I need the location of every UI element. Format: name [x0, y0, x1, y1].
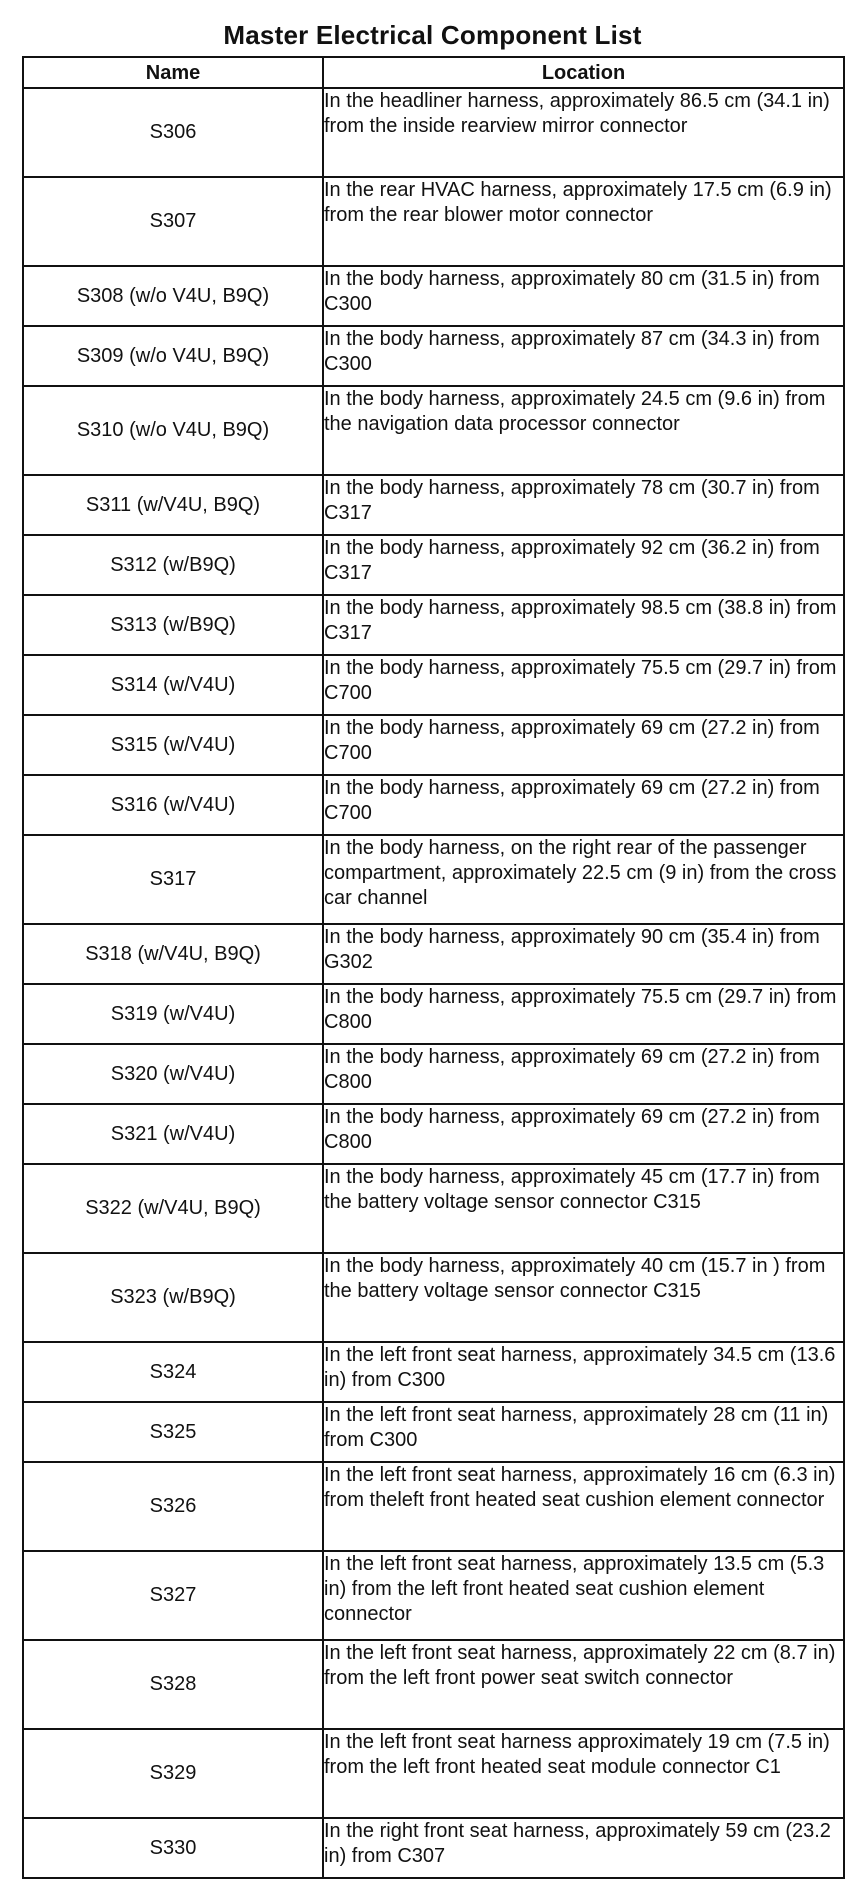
table-row — [23, 1640, 844, 1729]
table-row — [23, 835, 844, 924]
component-location: In the left front seat harness approximately 19 cm (7.5 in) from the left front heated seat module connector C1 — [323, 1729, 844, 1818]
component-name: S317 — [23, 835, 323, 924]
component-location: In the body harness, on the right rear of the passenger compartment, approximately 22.5 cm (9 in) from the cross car channel — [323, 835, 844, 924]
component-name: S328 — [23, 1640, 323, 1729]
component-name: S316 (w/V4U) — [23, 775, 323, 835]
component-name: S306 — [23, 88, 323, 177]
table-row — [23, 1104, 844, 1164]
component-location: In the body harness, approximately 69 cm (27.2 in) from C700 — [323, 715, 844, 775]
component-name: S322 (w/V4U, B9Q) — [23, 1164, 323, 1253]
table-row — [23, 266, 844, 326]
component-name: S325 — [23, 1402, 323, 1462]
component-name: S313 (w/B9Q) — [23, 595, 323, 655]
name-column-header: Name — [23, 57, 323, 88]
component-name: S308 (w/o V4U, B9Q) — [23, 266, 323, 326]
component-name: S319 (w/V4U) — [23, 984, 323, 1044]
component-location: In the body harness, approximately 78 cm (30.7 in) from C317 — [323, 475, 844, 535]
component-name: S324 — [23, 1342, 323, 1402]
table-row — [23, 1342, 844, 1402]
component-location: In the left front seat harness, approximately 13.5 cm (5.3 in) from the left front heated seat cushion element connector — [323, 1551, 844, 1640]
table-row — [23, 1164, 844, 1253]
table-row — [23, 655, 844, 715]
component-location: In the body harness, approximately 87 cm (34.3 in) from C300 — [323, 326, 844, 386]
component-name: S307 — [23, 177, 323, 266]
component-name: S320 (w/V4U) — [23, 1044, 323, 1104]
table-row — [23, 1818, 844, 1878]
component-name: S323 (w/B9Q) — [23, 1253, 323, 1342]
table-row — [23, 326, 844, 386]
table-row — [23, 924, 844, 984]
table-row — [23, 1462, 844, 1551]
component-name: S329 — [23, 1729, 323, 1818]
table-row — [23, 1402, 844, 1462]
component-location: In the body harness, approximately 69 cm (27.2 in) from C800 — [323, 1104, 844, 1164]
component-location: In the body harness, approximately 92 cm (36.2 in) from C317 — [323, 535, 844, 595]
table-row — [23, 177, 844, 266]
document-title: Master Electrical Component List — [223, 20, 642, 50]
table-row — [23, 475, 844, 535]
component-name: S326 — [23, 1462, 323, 1551]
component-name: S311 (w/V4U, B9Q) — [23, 475, 323, 535]
component-name: S310 (w/o V4U, B9Q) — [23, 386, 323, 475]
component-location: In the body harness, approximately 69 cm (27.2 in) from C700 — [323, 775, 844, 835]
component-name: S327 — [23, 1551, 323, 1640]
component-name: S314 (w/V4U) — [23, 655, 323, 715]
component-name: S315 (w/V4U) — [23, 715, 323, 775]
component-name: S321 (w/V4U) — [23, 1104, 323, 1164]
component-location: In the body harness, approximately 98.5 cm (38.8 in) from C317 — [323, 595, 844, 655]
table-row — [23, 386, 844, 475]
table-row — [23, 775, 844, 835]
component-location: In the headliner harness, approximately 86.5 cm (34.1 in) from the inside rearview mirror connector — [323, 88, 844, 177]
table-row — [23, 1253, 844, 1342]
component-location: In the rear HVAC harness, approximately 17.5 cm (6.9 in) from the rear blower motor connector — [323, 177, 844, 266]
table-row — [23, 1551, 844, 1640]
component-location: In the left front seat harness, approximately 16 cm (6.3 in) from theleft front heated seat cushion element connector — [323, 1462, 844, 1551]
component-location: In the left front seat harness, approximately 22 cm (8.7 in) from the left front power seat switch connector — [323, 1640, 844, 1729]
table-row — [23, 88, 844, 177]
table-header-row — [23, 57, 844, 88]
table-row — [23, 1044, 844, 1104]
component-location: In the body harness, approximately 90 cm (35.4 in) from G302 — [323, 924, 844, 984]
table-row — [23, 535, 844, 595]
component-location: In the body harness, approximately 24.5 cm (9.6 in) from the navigation data processor connector — [323, 386, 844, 475]
component-location: In the body harness, approximately 40 cm (15.7 in ) from the battery voltage sensor connector C315 — [323, 1253, 844, 1342]
component-location: In the body harness, approximately 80 cm (31.5 in) from C300 — [323, 266, 844, 326]
location-column-header: Location — [323, 57, 844, 88]
component-location: In the body harness, approximately 69 cm (27.2 in) from C800 — [323, 1044, 844, 1104]
component-name: S312 (w/B9Q) — [23, 535, 323, 595]
component-location: In the right front seat harness, approximately 59 cm (23.2 in) from C307 — [323, 1818, 844, 1878]
component-location: In the body harness, approximately 75.5 cm (29.7 in) from C700 — [323, 655, 844, 715]
component-location: In the left front seat harness, approximately 34.5 cm (13.6 in) from C300 — [323, 1342, 844, 1402]
component-table — [22, 56, 845, 1879]
component-name: S330 — [23, 1818, 323, 1878]
component-location: In the body harness, approximately 45 cm (17.7 in) from the battery voltage sensor connector C315 — [323, 1164, 844, 1253]
table-row — [23, 1729, 844, 1818]
table-row — [23, 984, 844, 1044]
component-name: S318 (w/V4U, B9Q) — [23, 924, 323, 984]
table-row — [23, 715, 844, 775]
component-location: In the left front seat harness, approximately 28 cm (11 in) from C300 — [323, 1402, 844, 1462]
component-name: S309 (w/o V4U, B9Q) — [23, 326, 323, 386]
component-location: In the body harness, approximately 75.5 cm (29.7 in) from C800 — [323, 984, 844, 1044]
table-row — [23, 595, 844, 655]
